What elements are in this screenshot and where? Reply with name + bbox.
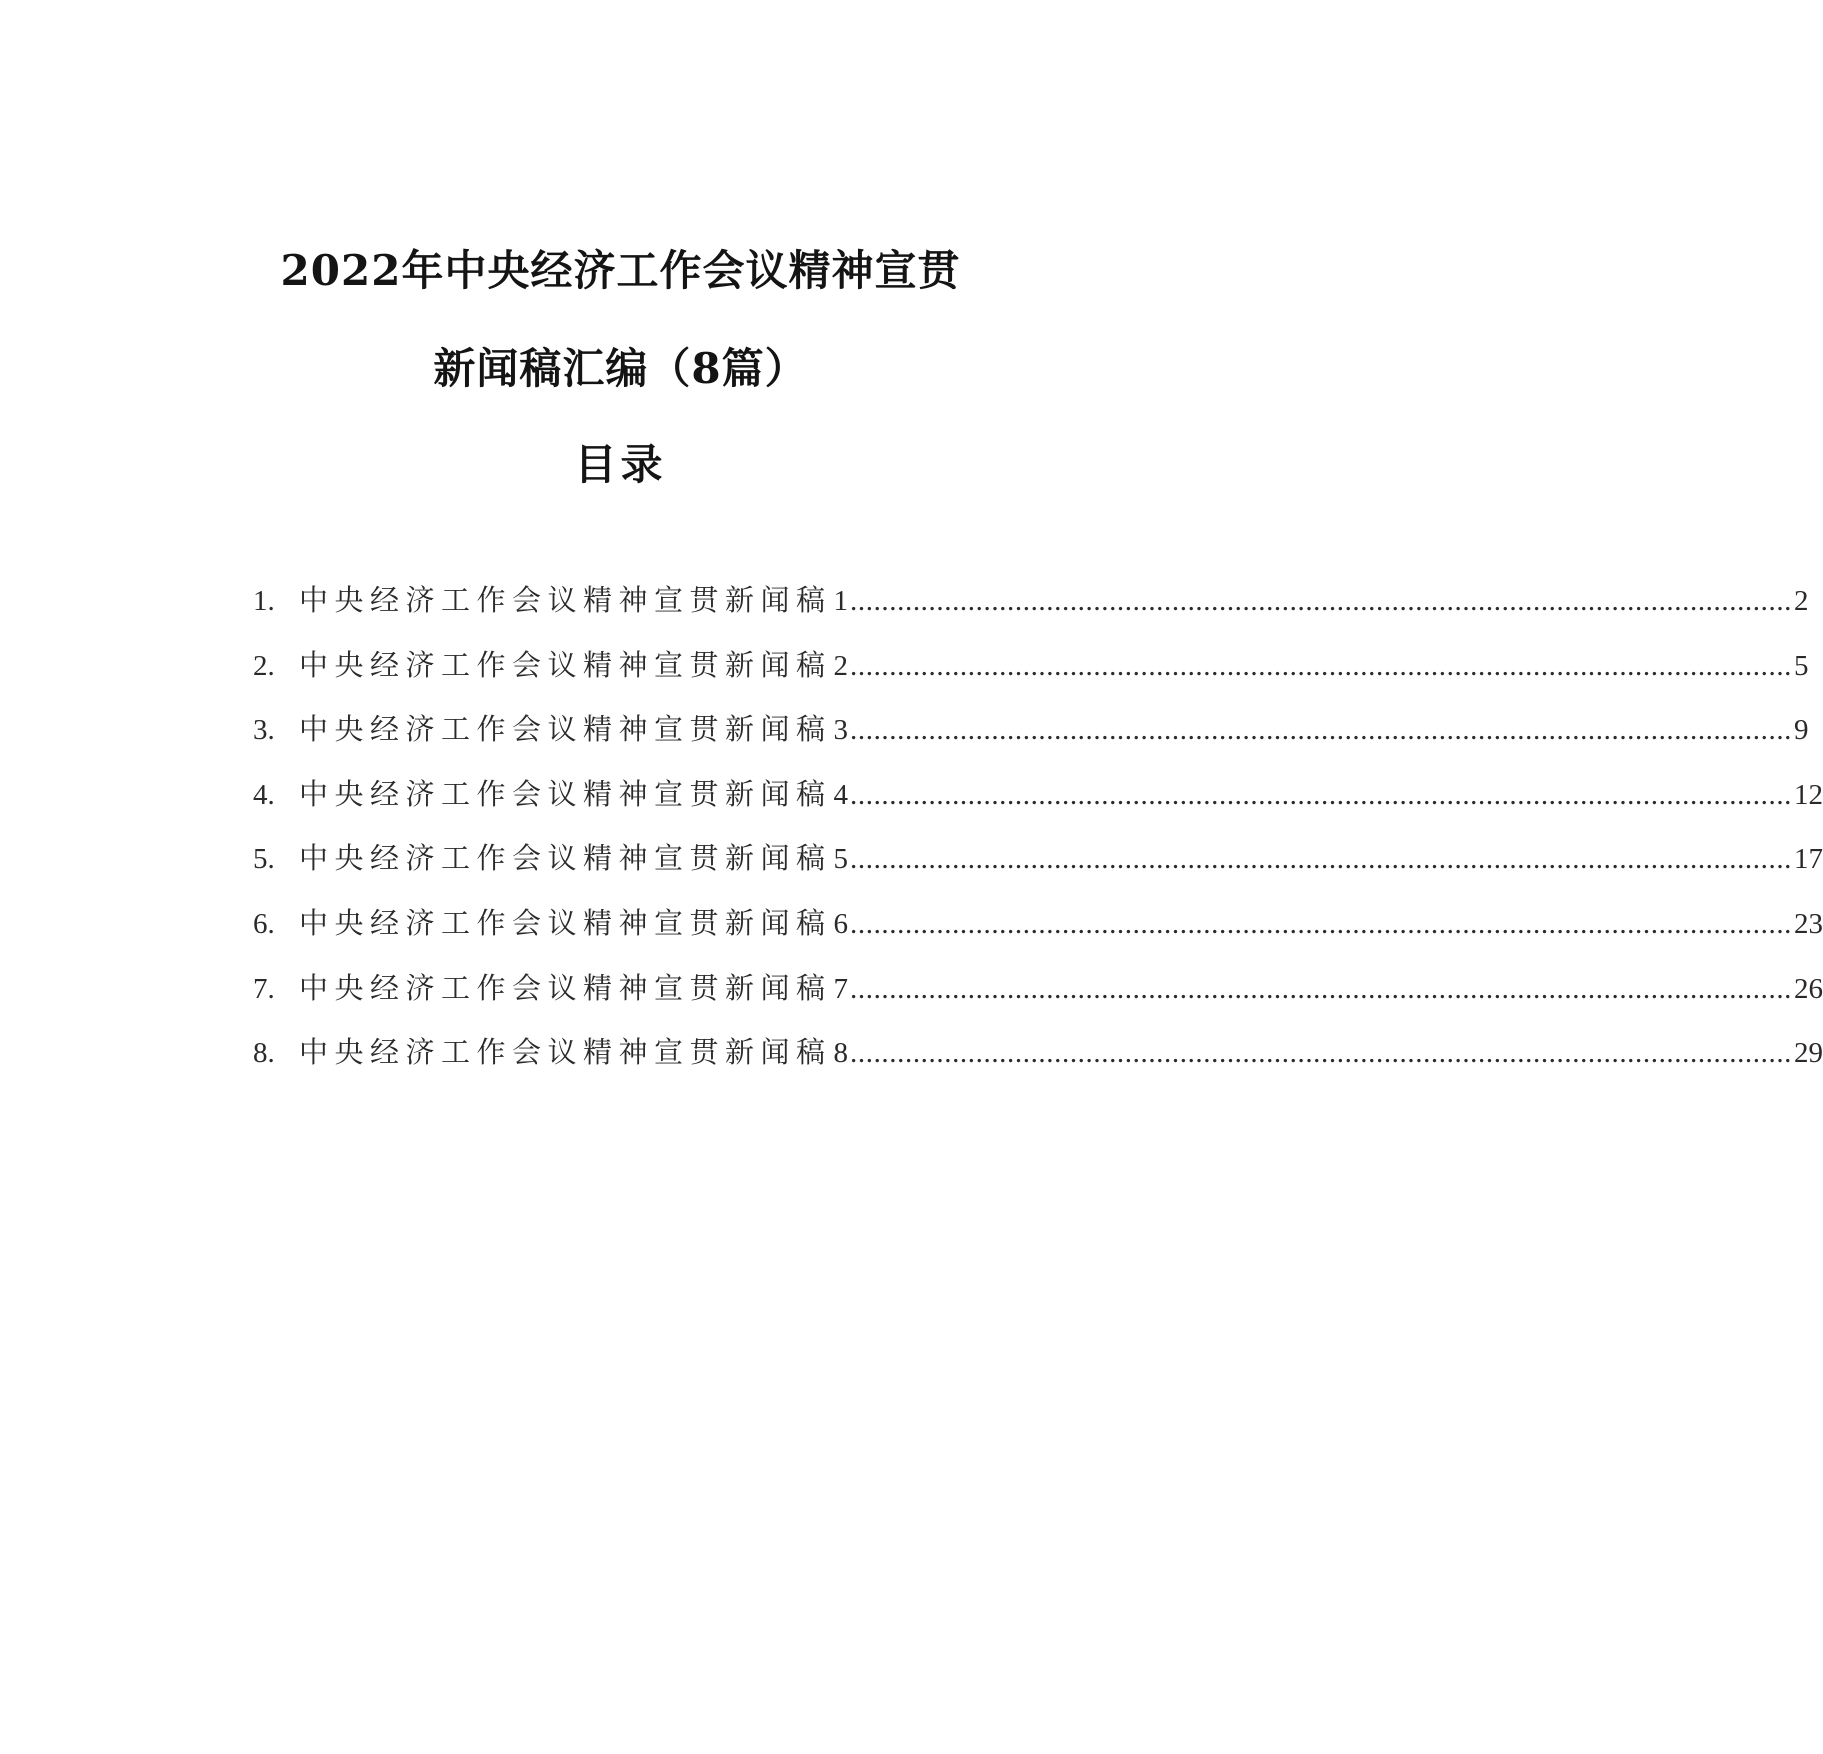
toc-entry-sequence: 7 [833,972,849,1005]
toc-dot-leader: ........................................................................................................................ [850,714,1793,747]
table-of-contents [253,578,1823,1095]
toc-dot-leader: ........................................................................................................................ [850,649,1793,682]
toc-entry-2[interactable] [253,643,1809,708]
toc-entry-1[interactable] [253,578,1809,643]
toc-entry-number: 2. [253,649,275,682]
toc-entry-page: 26 [1794,972,1823,1005]
toc-entry-page: 29 [1794,1037,1823,1070]
toc-dot-leader: ........................................................................................................................ [850,585,1793,617]
toc-entry-number: 6. [253,907,275,940]
toc-dot-leader: ........................................................................................................................ [850,907,1793,940]
toc-entry-number: 5. [253,843,275,876]
toc-entry-page: 9 [1794,714,1809,747]
toc-entry-title: 中央经济工作会议精神宣贯新闻稿 [299,647,832,682]
toc-entry-title: 中央经济工作会议精神宣贯新闻稿 [299,905,832,940]
toc-entry-4[interactable] [253,772,1823,837]
document-title-line-1: 2022年中央经济工作会议精神宣贯 [280,246,961,295]
toc-entry-page: 12 [1794,778,1823,811]
toc-entry-number: 4. [253,778,275,811]
toc-dot-leader: ........................................................................................................................ [850,972,1793,1005]
toc-heading: 目录 [574,440,667,489]
toc-entry-title: 中央经济工作会议精神宣贯新闻稿 [299,1035,832,1070]
toc-entry-sequence: 4 [833,778,849,811]
toc-entry-page: 5 [1794,649,1809,682]
toc-entry-title: 中央经济工作会议精神宣贯新闻稿 [299,841,832,876]
toc-entry-title: 中央经济工作会议精神宣贯新闻稿 [299,970,832,1005]
toc-entry-sequence: 5 [833,843,849,876]
toc-entry-sequence: 8 [833,1037,849,1070]
toc-entry-number: 3. [253,714,275,747]
toc-entry-6[interactable] [253,901,1823,966]
toc-dot-leader: ........................................................................................................................ [850,778,1793,811]
toc-entry-sequence: 3 [833,714,849,747]
toc-entry-page: 23 [1794,907,1823,940]
toc-entry-page: 17 [1794,843,1823,876]
toc-entry-number: 8. [253,1037,275,1070]
toc-entry-8[interactable] [253,1030,1823,1095]
toc-entry-sequence: 6 [833,907,849,940]
toc-dot-leader: ........................................................................................................................ [850,1037,1793,1070]
toc-entry-title: 中央经济工作会议精神宣贯新闻稿 [299,583,832,617]
toc-entry-sequence: 1 [833,585,849,617]
document-title-line-2: 新闻稿汇编（8篇） [433,344,808,393]
toc-entry-3[interactable] [253,707,1809,772]
toc-entry-title: 中央经济工作会议精神宣贯新闻稿 [299,712,832,747]
toc-entry-sequence: 2 [833,649,849,682]
toc-entry-number: 7. [253,972,275,1005]
toc-entry-5[interactable] [253,836,1823,901]
toc-entry-number: 1. [253,585,275,617]
toc-dot-leader: ........................................................................................................................ [850,843,1793,876]
toc-entry-7[interactable] [253,966,1823,1031]
toc-entry-page: 2 [1794,585,1809,617]
toc-entry-title: 中央经济工作会议精神宣贯新闻稿 [299,776,832,811]
